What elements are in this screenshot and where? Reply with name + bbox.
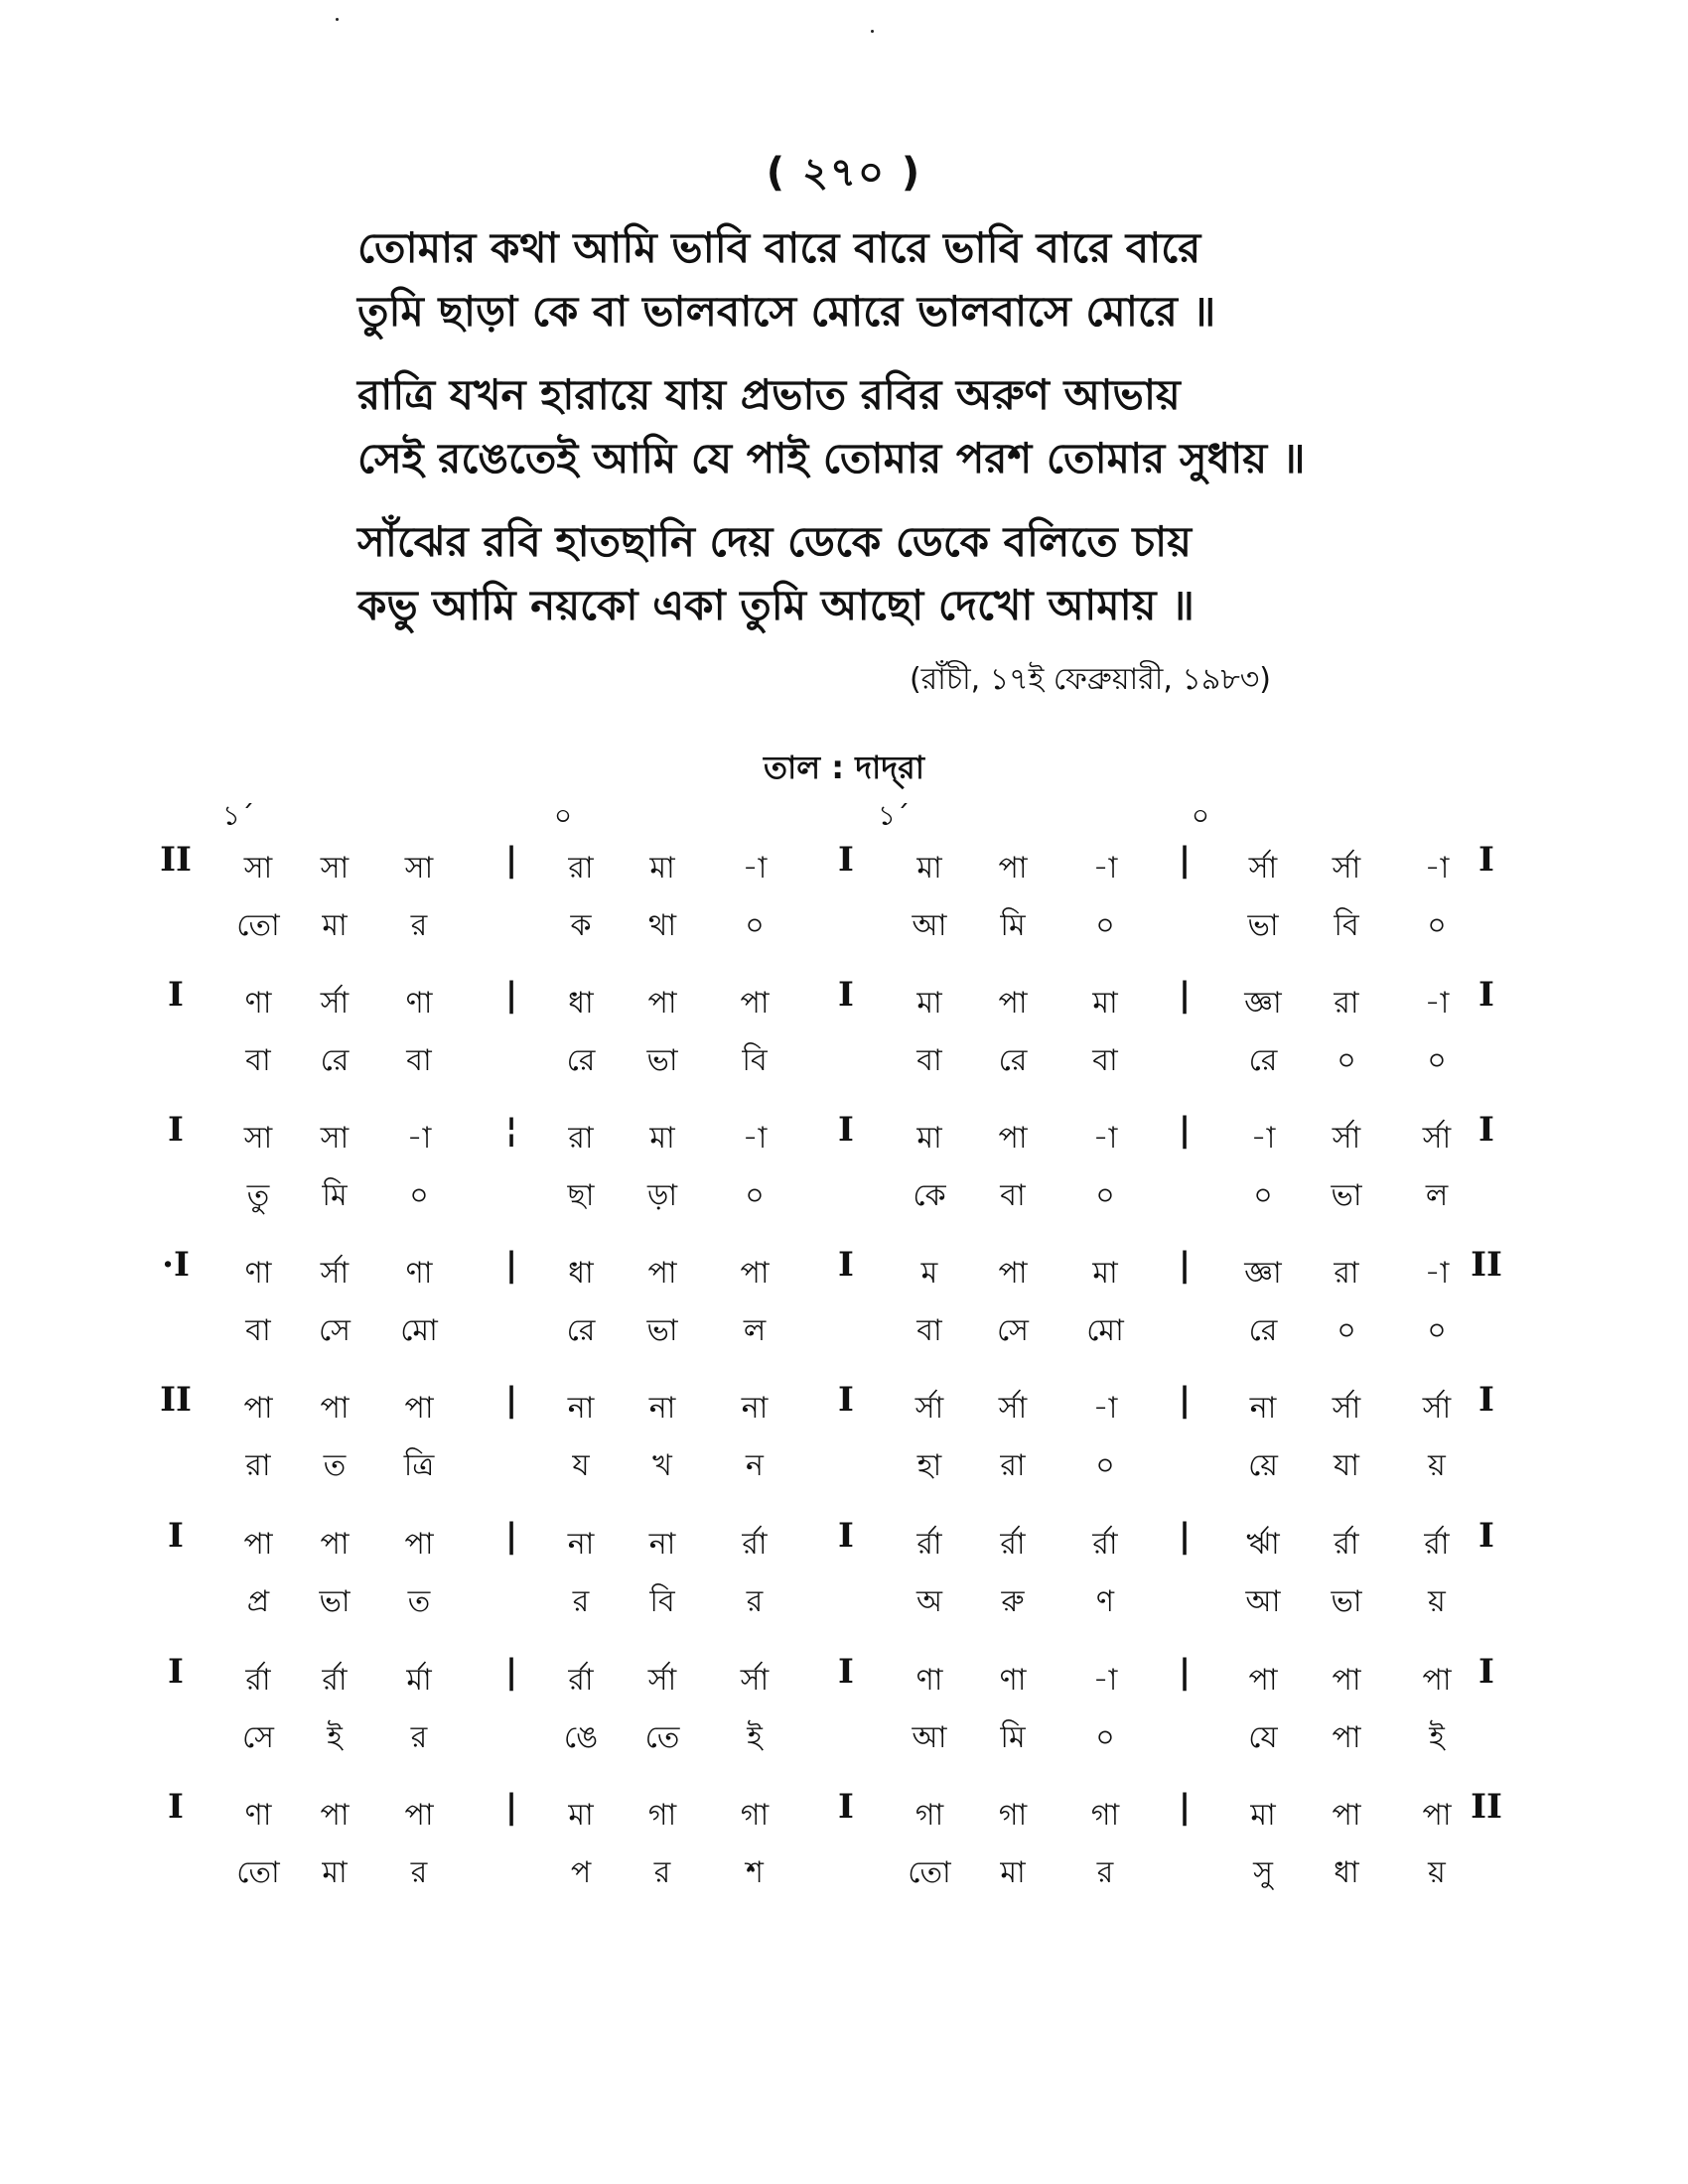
lyric-syllable: মা (1000, 1855, 1026, 1890)
lyric-syllable: শ (746, 1855, 764, 1890)
bar-line: I (1478, 1516, 1494, 1556)
swara-note: র্রা (1424, 1527, 1450, 1562)
swara-note: ম (920, 1256, 938, 1291)
lyric-syllable: মি (1000, 908, 1026, 943)
swara-note: সা (243, 851, 273, 886)
bar-line: I (168, 1110, 184, 1150)
lyric-syllable: র (410, 1855, 428, 1890)
lyric-syllable: রে (998, 1043, 1028, 1078)
lyric-syllable: র (746, 1584, 764, 1619)
lyric-syllable: ০ (1095, 908, 1115, 943)
bar-line: I (1478, 840, 1494, 880)
beat-marker: ০ (553, 799, 573, 832)
swara-note: র্সা (320, 986, 350, 1021)
bar-line: ¦ (504, 1110, 518, 1150)
swara-note: র্রা (1334, 1527, 1359, 1562)
lyric-syllable: থা (647, 908, 677, 943)
lyric-syllable: বা (916, 1043, 942, 1078)
bar-line: | (504, 840, 518, 880)
lyric-syllable: মা (322, 1855, 348, 1890)
swara-note: পা (404, 1391, 434, 1426)
swara-note: -া (1092, 1663, 1118, 1698)
bar-line: I (168, 1516, 184, 1556)
lyric-syllable: ন (746, 1448, 764, 1483)
swara-note: র্ঋা (1246, 1527, 1280, 1562)
swara-note: মা (916, 986, 942, 1021)
lyric-syllable: ড়া (646, 1178, 678, 1213)
lyric-line: তুমি ছাড়া কে বা ভালবাসে মোরে ভালবাসে মোরে ॥ (357, 287, 1216, 336)
lyric-syllable: বি (1334, 908, 1359, 943)
bar-line: | (1178, 1787, 1192, 1827)
lyric-syllable: হা (916, 1448, 942, 1483)
lyric-syllable: ভা (1331, 1178, 1362, 1213)
lyric-syllable: বি (742, 1043, 768, 1078)
page-number: ( ২৭০ ) (766, 150, 922, 196)
lyric-syllable: য (572, 1448, 590, 1483)
lyric-syllable: ০ (745, 908, 765, 943)
composition-place-date: (রাঁচী, ১৭ই ফেব্রুয়ারী, ১৯৮৩) (909, 662, 1271, 697)
swara-note: -া (406, 1121, 432, 1156)
swara-note: না (648, 1391, 676, 1426)
lyric-syllable: রে (1248, 1313, 1278, 1348)
swara-note: র্সা (740, 1663, 770, 1698)
bar-line: | (504, 1380, 518, 1420)
swara-note: -া (1092, 851, 1118, 886)
lyric-syllable: সে (997, 1313, 1029, 1348)
lyric-syllable: রে (1248, 1043, 1278, 1078)
lyric-syllable: ভা (646, 1313, 678, 1348)
swara-note: পা (647, 1256, 677, 1291)
swara-note: -া (1092, 1391, 1118, 1426)
swara-note: র্সা (914, 1391, 944, 1426)
lyric-syllable: মি (322, 1178, 348, 1213)
swara-note: মা (1092, 986, 1118, 1021)
lyric-syllable: সে (242, 1720, 274, 1755)
swara-note: না (648, 1527, 676, 1562)
lyric-syllable: ০ (745, 1178, 765, 1213)
lyric-syllable: যা (1334, 1448, 1359, 1483)
lyric-syllable: আ (912, 1720, 947, 1755)
lyric-syllable: ত্রি (403, 1448, 435, 1483)
lyric-syllable: ছা (567, 1178, 595, 1213)
lyric-syllable: ত (407, 1584, 431, 1619)
lyric-syllable: র (572, 1584, 590, 1619)
lyric-syllable: তে (644, 1720, 680, 1755)
beat-marker: ১´ (877, 799, 911, 832)
swara-note: পা (1332, 1798, 1361, 1833)
swara-note: ণা (244, 1798, 272, 1833)
bar-line: I (1478, 975, 1494, 1015)
swara-note: সা (404, 851, 434, 886)
swara-note: ধা (568, 1256, 594, 1291)
bar-line: | (1178, 1516, 1192, 1556)
swara-note: পা (1422, 1798, 1452, 1833)
lyric-syllable: ঙে (563, 1720, 599, 1755)
swara-note: জ্ঞা (1244, 986, 1282, 1021)
bar-line: I (838, 1516, 854, 1556)
swara-note: মা (1092, 1256, 1118, 1291)
lyric-syllable: ০ (1427, 908, 1447, 943)
bar-line: I (838, 1110, 854, 1150)
swara-note: জ্ঞা (1244, 1256, 1282, 1291)
lyric-syllable: ণ (1095, 1584, 1115, 1619)
lyric-syllable: ভা (1247, 908, 1279, 943)
lyric-syllable: তো (908, 1855, 951, 1890)
swara-note: র্রা (245, 1663, 271, 1698)
swara-note: ণা (405, 1256, 433, 1291)
swara-note: পা (404, 1527, 434, 1562)
lyric-syllable: বা (245, 1313, 271, 1348)
lyric-syllable: মো (400, 1313, 438, 1348)
swara-note: রা (568, 851, 594, 886)
swara-note: র্সা (1422, 1121, 1452, 1156)
lyric-syllable: ০ (1253, 1178, 1273, 1213)
swara-note: মা (568, 1798, 594, 1833)
swara-note: -া (1424, 986, 1450, 1021)
bar-line: I (1478, 1110, 1494, 1150)
beat-marker: ০ (1191, 799, 1210, 832)
swara-note: র্সা (1332, 1391, 1361, 1426)
swara-note: পা (320, 1391, 350, 1426)
swara-note: র্রা (1000, 1527, 1026, 1562)
lyric-syllable: বা (406, 1043, 432, 1078)
lyric-syllable: রা (245, 1448, 271, 1483)
lyric-syllable: বা (916, 1313, 942, 1348)
bar-line: | (504, 1652, 518, 1692)
swara-note: পা (647, 986, 677, 1021)
swara-note: সা (243, 1121, 273, 1156)
lyric-syllable: বা (1000, 1178, 1026, 1213)
swara-note: র্সা (1248, 851, 1278, 886)
bar-line: I (838, 975, 854, 1015)
swara-note: -া (1424, 1256, 1450, 1291)
bar-line: I (838, 1245, 854, 1285)
lyric-syllable: তো (236, 1855, 280, 1890)
lyric-syllable: ০ (409, 1178, 429, 1213)
scan-speck (336, 18, 339, 21)
lyric-syllable: তো (236, 908, 280, 943)
bar-line: II (160, 1380, 192, 1420)
swara-note: পা (1332, 1663, 1361, 1698)
swara-note: র্সা (998, 1391, 1028, 1426)
lyric-syllable: মা (322, 908, 348, 943)
lyric-syllable: পা (1332, 1720, 1361, 1755)
bar-line: | (1178, 1110, 1192, 1150)
lyric-line: কভু আমি নয়কো একা তুমি আছো দেখো আমায় ॥ (357, 581, 1195, 629)
bar-line: I (1478, 1652, 1494, 1692)
swara-note: পা (1422, 1663, 1452, 1698)
lyric-syllable: য়ে (1248, 1448, 1278, 1483)
swara-note: -া (1092, 1121, 1118, 1156)
swara-note: রা (568, 1121, 594, 1156)
swara-note: পা (320, 1527, 350, 1562)
lyric-line: সেই রঙেতেই আমি যে পাই তোমার পরশ তোমার সুধায় ॥ (357, 434, 1306, 482)
lyric-line: সাঁঝের রবি হাতছানি দেয় ডেকে ডেকে বলিতে চায় (357, 517, 1192, 566)
swara-note: সা (320, 851, 350, 886)
bar-line: | (504, 1516, 518, 1556)
lyric-syllable: আ (1245, 1584, 1281, 1619)
lyric-line: তোমার কথা আমি ভাবি বারে বারে ভাবি বারে বারে (357, 223, 1201, 272)
swara-note: ণা (244, 986, 272, 1021)
lyric-syllable: ভা (1331, 1584, 1362, 1619)
swara-note: গা (740, 1798, 770, 1833)
lyric-syllable: সু (1253, 1855, 1273, 1890)
swara-note: পা (998, 1121, 1028, 1156)
swara-note: র্মা (406, 1663, 432, 1698)
swara-note: মা (1250, 1798, 1276, 1833)
lyric-syllable: ত (323, 1448, 347, 1483)
lyric-syllable: বা (245, 1043, 271, 1078)
lyric-syllable: সে (319, 1313, 351, 1348)
lyric-syllable: ক (570, 908, 592, 943)
swara-note: র্রা (742, 1527, 768, 1562)
lyric-syllable: য় (1428, 1584, 1446, 1619)
lyric-syllable: র (653, 1855, 671, 1890)
lyric-syllable: বি (649, 1584, 675, 1619)
lyric-syllable: অ (916, 1584, 942, 1619)
bar-line: I (838, 1380, 854, 1420)
swara-note: -া (1250, 1121, 1276, 1156)
swara-note: পা (243, 1527, 273, 1562)
lyric-syllable: ০ (1095, 1448, 1115, 1483)
swara-note: র্রা (322, 1663, 348, 1698)
swara-note: না (567, 1391, 595, 1426)
bar-line: | (504, 1787, 518, 1827)
lyric-syllable: আ (912, 908, 947, 943)
bar-line: II (1471, 1787, 1502, 1827)
lyric-syllable: ল (743, 1313, 767, 1348)
swara-note: -া (1424, 851, 1450, 886)
swara-note: -া (742, 1121, 768, 1156)
lyric-syllable: ই (327, 1720, 343, 1755)
lyric-syllable: ০ (1095, 1178, 1115, 1213)
swara-note: ণা (999, 1663, 1027, 1698)
lyric-line: রাত্রি যখন হারায়ে যায় প্রভাত রবির অরুণ আভায় (357, 370, 1181, 419)
swara-note: পা (998, 986, 1028, 1021)
lyric-syllable: রে (566, 1313, 596, 1348)
bar-line: II (160, 840, 192, 880)
lyric-syllable: রে (320, 1043, 350, 1078)
swara-note: পা (740, 986, 770, 1021)
bar-line: II (1471, 1245, 1502, 1285)
swara-note: র্সা (1422, 1391, 1452, 1426)
swara-note: গা (914, 1798, 944, 1833)
bar-line: I (1478, 1380, 1494, 1420)
lyric-syllable: ল (1425, 1178, 1449, 1213)
bar-line: | (504, 975, 518, 1015)
swara-note: পা (404, 1798, 434, 1833)
swara-note: পা (998, 851, 1028, 886)
lyric-syllable: ধা (1334, 1855, 1359, 1890)
lyric-syllable: র (410, 908, 428, 943)
lyric-syllable: ০ (1427, 1313, 1447, 1348)
beat-marker: ১´ (221, 799, 255, 832)
lyric-syllable: ০ (1336, 1043, 1356, 1078)
swara-note: পা (998, 1256, 1028, 1291)
lyric-syllable: ০ (1427, 1043, 1447, 1078)
swara-note: গা (647, 1798, 677, 1833)
bar-line: I (838, 1787, 854, 1827)
bar-line: I (168, 1787, 184, 1827)
bar-line: I (838, 840, 854, 880)
swara-note: সা (320, 1121, 350, 1156)
swara-note: পা (740, 1256, 770, 1291)
swara-note: মা (916, 851, 942, 886)
bar-line: ·I (162, 1245, 190, 1285)
swara-note: পা (1248, 1663, 1278, 1698)
lyric-syllable: র (410, 1720, 428, 1755)
lyric-syllable: প (570, 1855, 592, 1890)
swara-note: রা (1334, 986, 1359, 1021)
lyric-syllable: ই (1429, 1720, 1445, 1755)
swara-note: ধা (568, 986, 594, 1021)
bar-line: | (1178, 1245, 1192, 1285)
lyric-syllable: রু (1001, 1584, 1025, 1619)
lyric-syllable: বা (1092, 1043, 1118, 1078)
lyric-syllable: খ (652, 1448, 672, 1483)
swara-note: ণা (915, 1663, 943, 1698)
swara-note: না (1249, 1391, 1277, 1426)
lyric-syllable: রা (1000, 1448, 1026, 1483)
lyric-syllable: য় (1428, 1855, 1446, 1890)
lyric-syllable: ভা (646, 1043, 678, 1078)
lyric-syllable: ই (747, 1720, 763, 1755)
lyric-syllable: তু (246, 1178, 270, 1213)
swara-note: র্রা (568, 1663, 594, 1698)
bar-line: | (1178, 1380, 1192, 1420)
lyric-syllable: কে (913, 1178, 946, 1213)
swara-note: না (741, 1391, 769, 1426)
lyric-syllable: যে (1248, 1720, 1278, 1755)
swara-note: মা (649, 1121, 675, 1156)
lyric-syllable: য় (1428, 1448, 1446, 1483)
bar-line: I (168, 1652, 184, 1692)
bar-line: | (1178, 975, 1192, 1015)
lyric-syllable: প্র (246, 1584, 270, 1619)
bar-line: I (168, 975, 184, 1015)
lyric-syllable: ০ (1336, 1313, 1356, 1348)
lyric-syllable: মো (1086, 1313, 1124, 1348)
bar-line: | (1178, 1652, 1192, 1692)
swara-note: র্সা (1332, 1121, 1361, 1156)
swara-note: রা (1334, 1256, 1359, 1291)
swara-note: ণা (244, 1256, 272, 1291)
lyric-syllable: মি (1000, 1720, 1026, 1755)
swara-note: পা (320, 1798, 350, 1833)
bar-line: | (504, 1245, 518, 1285)
swara-note: গা (1090, 1798, 1120, 1833)
scan-speck (871, 30, 874, 33)
swara-note: র্সা (320, 1256, 350, 1291)
swara-note: ণা (405, 986, 433, 1021)
lyric-syllable: র (1096, 1855, 1114, 1890)
swara-note: র্রা (916, 1527, 942, 1562)
swara-note: গা (998, 1798, 1028, 1833)
swara-note: পা (243, 1391, 273, 1426)
lyric-syllable: ভা (319, 1584, 351, 1619)
bar-line: I (838, 1652, 854, 1692)
swara-note: র্রা (1092, 1527, 1118, 1562)
swara-note: না (567, 1527, 595, 1562)
swara-note: -া (742, 851, 768, 886)
swara-note: র্সা (1332, 851, 1361, 886)
lyric-syllable: ০ (1095, 1720, 1115, 1755)
swara-note: মা (649, 851, 675, 886)
bar-line: | (1178, 840, 1192, 880)
taal-label: তাল : দাদ্‌রা (764, 749, 924, 786)
swara-note: মা (916, 1121, 942, 1156)
lyric-syllable: রে (566, 1043, 596, 1078)
swara-note: র্সা (647, 1663, 677, 1698)
